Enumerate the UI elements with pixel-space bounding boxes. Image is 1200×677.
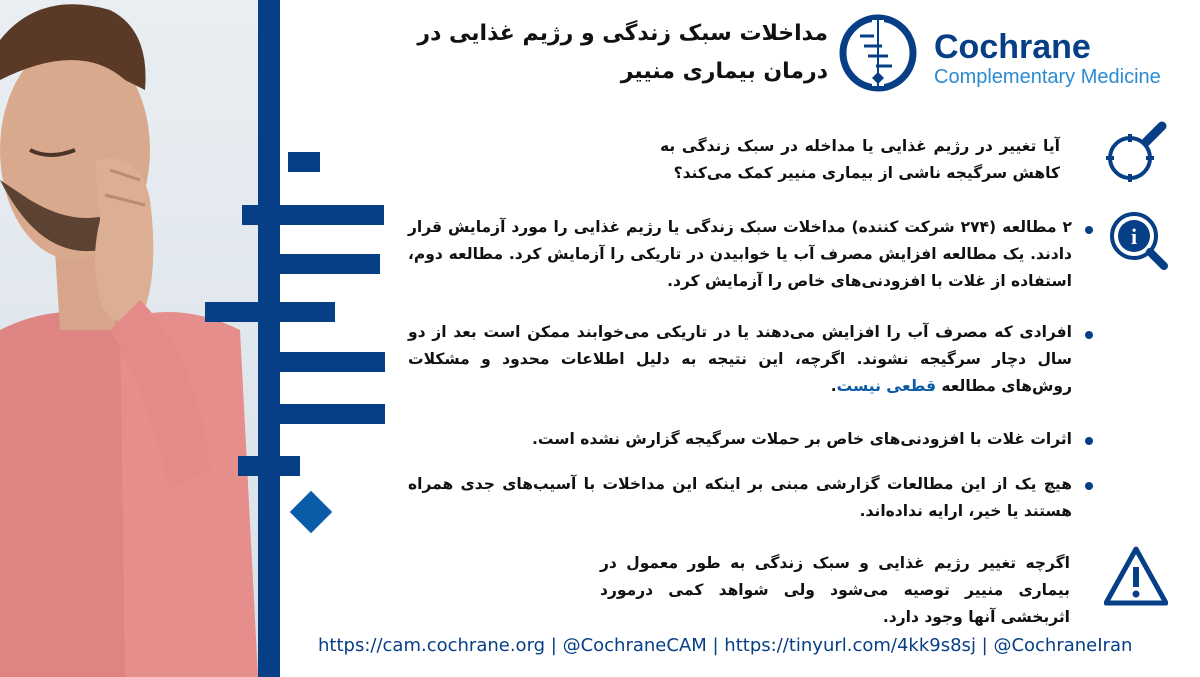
bullet-marker (1085, 437, 1093, 445)
footer-links[interactable]: https://cam.cochrane.org | @CochraneCAM | https://tinyurl.com/4kk9s8sj | @CochraneIran (318, 635, 1133, 656)
bullet-results (408, 319, 1072, 400)
diamond-marker (290, 491, 332, 533)
info-magnifier-icon (1108, 210, 1170, 272)
bullet-marker (1085, 482, 1093, 490)
page-title: مداخلات سبک زندگی و رژیم غذایی در درمان بیماری منییر (417, 21, 828, 84)
photo-illustration (0, 0, 258, 677)
conclusion-text: اگرچه تغییر رژیم غذایی و سبک زندگی به طور معمول در بیماری منییر توصیه می‌شود ولی شواهد کمی درمورد اثربخشی آنها وجود دارد. (600, 554, 1070, 626)
bullet-marker (1085, 226, 1093, 234)
horizontal-bar (288, 152, 320, 172)
bullet-harms: هیچ یک از این مطالعات گزارشی مبنی بر اینکه این مداخلات با آسیب‌های جدی همراه هستند یا خیر، ارایه نداده‌اند. (408, 475, 1072, 520)
cochrane-logo-icon (838, 14, 918, 92)
svg-text:i: i (1130, 224, 1138, 249)
cochrane-logo (838, 14, 1188, 92)
logo-name: Cochrane (934, 28, 1091, 66)
vertical-bar (258, 0, 280, 677)
question-text: آیا تغییر در رژیم غذایی یا مداخله در سبک زندگی به کاهش سرگیجه ناشی از بیماری منییر کمک می‌کند؟ (660, 137, 1060, 182)
man-holding-ear-photo (0, 0, 258, 677)
bullet-results-text: افرادی که مصرف آب را افزایش می‌دهند یا در تاریکی می‌خوابند ممکن است بعد از دو سال دچار سرگیجه نشوند. اگرچه، این نتیجه به دلیل اطلاعات محدود و مشکلات روش‌های مطالعه (408, 323, 1072, 395)
horizontal-bar (238, 456, 300, 476)
certainty-highlight: قطعی نیست (836, 377, 936, 395)
warning-icon (1104, 545, 1168, 607)
magnifier-icon (1104, 120, 1170, 186)
bullet-results-end: . (830, 377, 837, 395)
horizontal-bar (280, 254, 380, 274)
horizontal-bar (242, 205, 384, 225)
bullet-cereal: اثرات غلات با افزودنی‌های خاص بر حملات سرگیجه گزارش نشده است. (531, 430, 1072, 448)
bullet-studies: ۲ مطالعه (۲۷۴ شرکت کننده) مداخلات سبک زندگی یا رژیم غذایی را مورد آزمایش قرار دادند. یک مطالعه افزایش مصرف آب یا خوابیدن در تاریکی را آزمایش کرد. مطالعه دوم، استفاده از غلات با افزودنی‌های خاص را آزمایش کرد. (408, 218, 1072, 290)
logo-subtitle: Complementary Medicine (934, 66, 1161, 88)
horizontal-bar (275, 404, 385, 424)
horizontal-bar (280, 352, 385, 372)
bullet-marker (1085, 331, 1093, 339)
horizontal-bar (205, 302, 335, 322)
